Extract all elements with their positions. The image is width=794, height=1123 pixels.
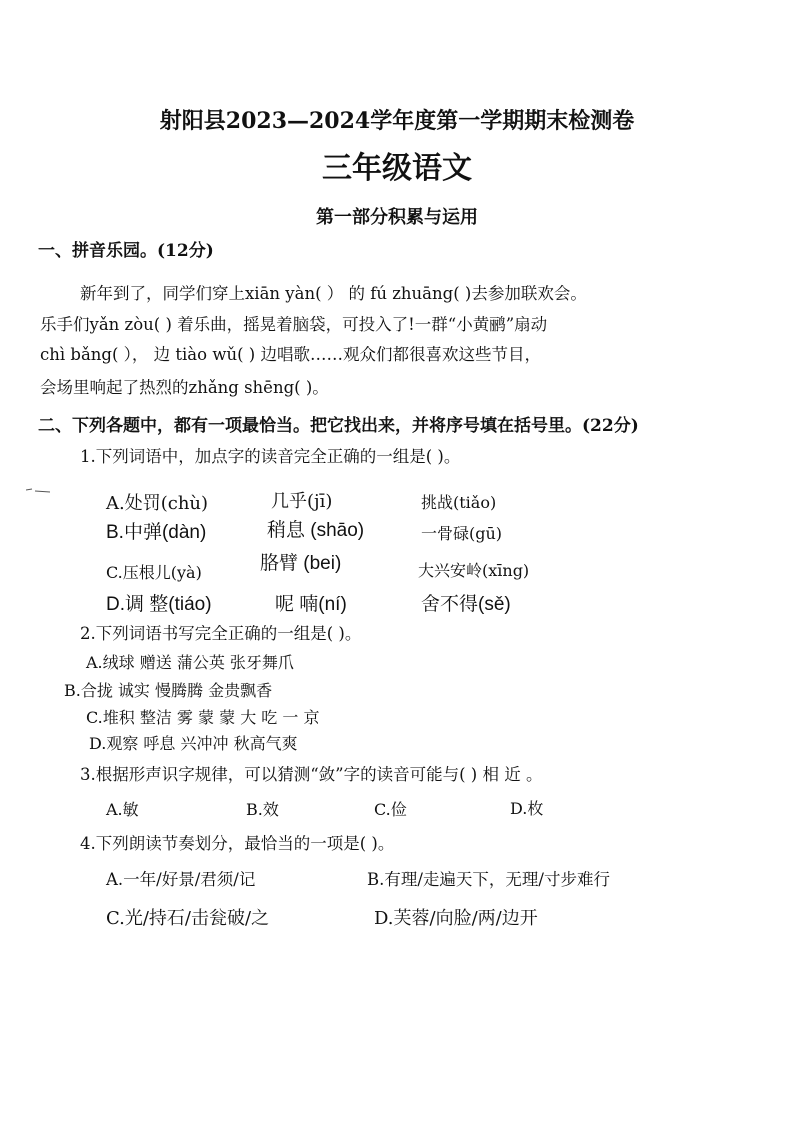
q1-option-a-3: 挑战(tiǎo) <box>421 493 497 512</box>
section2-heading: 二、下列各题中，都有一项最恰当。把它找出来，并将序号填在括号里。(22分) <box>38 416 639 436</box>
section1-line-4: 会场里响起了热烈的zhǎng shēng( )。 <box>40 378 329 397</box>
q1-option-c-1: C.压根儿(yà) <box>106 563 202 582</box>
q3-option-a: A.敏 <box>106 800 139 819</box>
q3-option-c: C.俭 <box>374 800 407 819</box>
section1-heading: 一、拼音乐园。(12分) <box>38 241 214 261</box>
q1-option-d-1: D.调 整(tiáo) <box>106 594 212 615</box>
q2-option-c: C.堆积 整洁 雾 蒙 蒙 大 吃 一 京 <box>86 708 320 727</box>
q1-option-b-1: B.中弹(dàn) <box>106 522 207 543</box>
q4-option-c: C.光/持石/击瓮破/之 <box>106 908 270 929</box>
q1-option-a-2: 几乎(jī) <box>271 491 333 512</box>
q2-option-d: D.观察 呼息 兴冲冲 秋高气爽 <box>89 734 298 753</box>
q4-option-a: A.一年/好景/君须/记 <box>106 870 256 889</box>
q3-option-d: D.枚 <box>510 799 544 818</box>
grade-subject: 三年级语文 <box>322 151 472 186</box>
q2-option-b: B.合拢 诚实 慢腾腾 金贵飘香 <box>64 681 273 700</box>
q1-option-d-3: 舍不得(sě) <box>421 594 511 615</box>
q1-option-b-2: 稍息 (shāo) <box>267 520 365 541</box>
question-1-stem: 1.下列词语中，加点字的读音完全正确的一组是( )。 <box>80 447 461 466</box>
q1-option-c-2: 胳臂 (bei) <box>260 553 342 574</box>
q3-option-b: B.效 <box>246 800 279 819</box>
part-title: 第一部分积累与运用 <box>316 207 478 228</box>
section1-line-2: 乐手们yǎn zòu( ) 着乐曲，摇晃着脑袋，可投入了!一群“小黄鹂”扇动 <box>40 315 548 334</box>
q1-option-c-3: 大兴安岭(xīng) <box>418 561 530 580</box>
q2-option-a: A.绒球 赠送 蒲公英 张牙舞爪 <box>86 653 294 672</box>
question-2-stem: 2.下列词语书写完全正确的一组是( )。 <box>80 624 362 643</box>
exam-title: 射阳县2023—2024学年度第一学期期末检测卷 <box>159 108 635 134</box>
question-3-stem: 3.根据形声识字规律，可以猜测“敛”字的读音可能与( ) 相 近 。 <box>80 765 543 784</box>
question-4-stem: 4.下列朗读节奏划分，最恰当的一项是( )。 <box>80 834 395 853</box>
section1-line-1: 新年到了，同学们穿上xiān yàn( ） 的 fú zhuāng( )去参加联欢会。 <box>80 284 587 303</box>
q1-option-b-3: 一骨碌(gū) <box>421 524 503 543</box>
scan-mark <box>26 488 52 494</box>
q1-option-d-2: 呢 喃(ní) <box>275 594 347 615</box>
q4-option-d: D.芙蓉/向脸/两/边开 <box>374 908 538 929</box>
section1-line-3: chì bǎng( ）， 边 tiào wǔ( ) 边唱歌……观众们都很喜欢这些节目， <box>40 345 541 364</box>
q1-option-a-1: A.处罚(chù) <box>106 493 209 514</box>
q4-option-b: B.有理/走遍天下，无理/寸步难行 <box>367 870 610 889</box>
